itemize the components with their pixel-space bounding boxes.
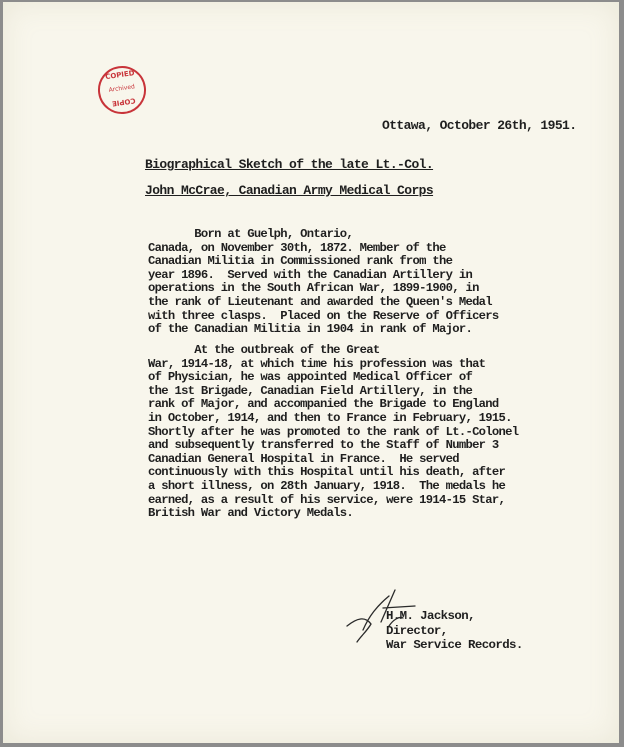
signer-name: H.M. Jackson, bbox=[386, 609, 475, 623]
paragraph-line: a short illness, on 28th January, 1918. The medals he bbox=[148, 478, 506, 493]
archive-stamp bbox=[95, 63, 149, 117]
paragraph-line: Canadian General Hospital in France. He served bbox=[148, 451, 459, 466]
signature-block bbox=[386, 609, 523, 653]
paragraph-line: continuously with this Hospital until his death, after bbox=[148, 465, 506, 480]
paragraph-early-service bbox=[148, 228, 499, 337]
paragraph-great-war bbox=[148, 344, 518, 521]
paragraph-line: the rank of Lieutenant and awarded the Queen's Medal bbox=[148, 294, 492, 309]
paragraph-line: Shortly after he was promoted to the rank of Lt.-Colonel bbox=[148, 424, 519, 439]
heading-line-2: John McCrae, Canadian Army Medical Corps bbox=[145, 183, 434, 198]
paragraph-line: in October, 1914, and then to France in February, 1915. bbox=[148, 410, 512, 425]
letter-date: Ottawa, October 26th, 1951. bbox=[382, 118, 577, 133]
paragraph-line: with three clasps. Placed on the Reserve of Officers bbox=[148, 308, 499, 323]
signer-title: Director, bbox=[386, 623, 448, 638]
paragraph-line: rank of Major, and accompanied the Brigade to England bbox=[148, 397, 499, 412]
stamp-bottom-text: COPIE bbox=[111, 96, 136, 108]
paragraph-line: British War and Victory Medals. bbox=[148, 506, 354, 521]
stamp-top-text: COPIED bbox=[104, 69, 136, 82]
signer-office: War Service Records. bbox=[386, 638, 523, 652]
paragraph-line: and subsequently transferred to the Staff of Number 3 bbox=[148, 438, 499, 453]
paragraph-line: Canadian Militia in Commissioned rank from the bbox=[148, 254, 453, 269]
heading-line-1: Biographical Sketch of the late Lt.-Col. bbox=[145, 157, 434, 172]
paragraph-line: At the outbreak of the Great bbox=[148, 343, 380, 357]
document-page bbox=[3, 2, 619, 743]
paragraph-line: War, 1914-18, at which time his profession was that bbox=[148, 356, 486, 371]
paragraph-line: of Physician, he was appointed Medical Officer of bbox=[148, 370, 473, 385]
paragraph-line: Canada, on November 30th, 1872. Member of the bbox=[148, 240, 446, 255]
paragraph-line: of the Canadian Militia in 1904 in rank of Major. bbox=[148, 322, 473, 337]
paragraph-line: operations in the South African War, 1899-1900, in bbox=[148, 281, 479, 296]
paragraph-line: Born at Guelph, Ontario, bbox=[148, 227, 354, 241]
paragraph-line: the 1st Brigade, Canadian Field Artillery, in the bbox=[148, 383, 473, 398]
paragraph-line: year 1896. Served with the Canadian Artillery in bbox=[148, 267, 473, 282]
paragraph-line: earned, as a result of his service, were 1914-15 Star, bbox=[148, 492, 506, 507]
stamp-middle-text: Archived bbox=[108, 83, 136, 94]
